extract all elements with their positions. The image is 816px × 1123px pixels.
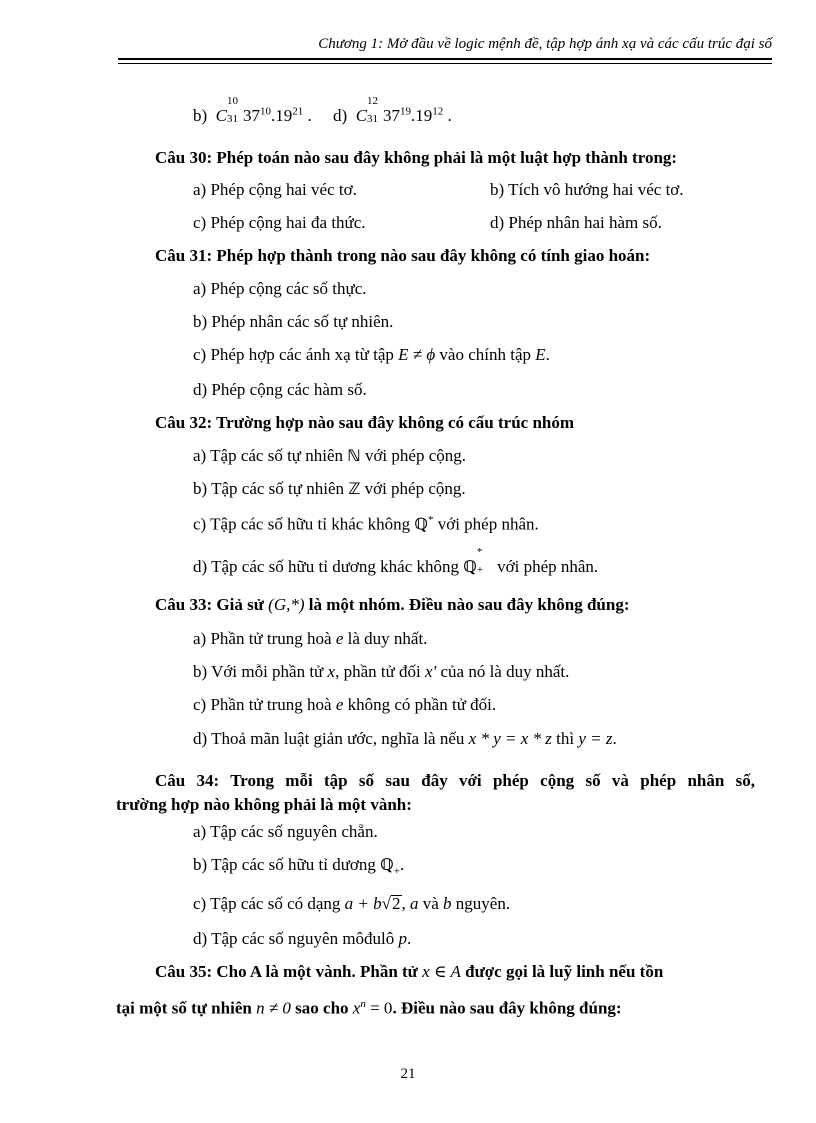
q33-option-d [193, 729, 617, 749]
q31-option-d: d) Phép cộng các hàm số. [193, 380, 367, 399]
q31c-math: E ≠ ϕ [398, 345, 436, 364]
q33-option-a [193, 629, 427, 649]
question-35-line2 [116, 998, 622, 1019]
option-b-binom-sub: 31 [227, 113, 239, 125]
q32d-text: d) Tập các số hữu tỉ dương khác không [193, 557, 464, 576]
q35-x: x [352, 998, 361, 1018]
q32b-text: b) Tập các số tự nhiên [193, 479, 349, 498]
integers-symbol: ℤ [348, 479, 361, 498]
q34-text-1: Câu 34: Trong mỗi tập số sau đây với phép cộng số và phép nhân số, [155, 771, 755, 790]
q33b-mid: , phần tử đối [335, 662, 426, 681]
q32a-text: a) Tập các số tự nhiên [193, 446, 348, 465]
q34d-text: d) Tập các số nguyên môđulô [193, 929, 399, 948]
q30-option-d: d) Phép nhân hai hàm số. [490, 213, 662, 232]
q35-mid-2: sao cho [290, 998, 353, 1018]
option-b-37-exp: 10 [260, 105, 272, 118]
option-d-label: d) [333, 106, 348, 125]
q33d-end: . [612, 729, 617, 748]
q32c-star: * [427, 514, 434, 526]
q34c-math: a + b [344, 894, 382, 913]
option-b-19: .19 [271, 106, 293, 125]
q32-option-c [193, 514, 539, 535]
option-d-end: . [447, 106, 452, 125]
q34b-end: . [399, 855, 405, 874]
q32d-star: * [476, 546, 483, 558]
q34c-b: b [443, 894, 452, 913]
q31-option-b: b) Phép nhân các số tự nhiên. [193, 312, 394, 331]
q34c-post: nguyên. [451, 894, 511, 913]
question-35-line1 [155, 962, 755, 982]
question-31: Câu 31: Phép hợp thành trong nào sau đây không có tính giao hoán: [155, 246, 651, 265]
q32d-indices [476, 546, 493, 576]
header-rule-thin [118, 63, 772, 64]
q33c-text: c) Phần tử trung hoà [193, 695, 336, 714]
q31c-set: E [535, 345, 546, 364]
naturals-symbol: ℕ [347, 446, 361, 465]
q33d-math2: y = z [578, 729, 613, 748]
option-d-37-exp: 19 [400, 105, 412, 118]
q31-option-a: a) Phép cộng các số thực. [193, 279, 367, 298]
page-number: 21 [400, 1066, 416, 1082]
q33-option-c [193, 695, 496, 715]
q33d-text: d) Thoả mãn luật giản ước, nghĩa là nếu [193, 729, 469, 748]
question-34-line2: trường hợp nào không phải là một vành: [116, 795, 412, 814]
q32b-post: với phép cộng. [360, 479, 466, 498]
q33a-text: a) Phần tử trung hoà [193, 629, 336, 648]
question-32: Câu 32: Trường hợp nào sau đây không có cấu trúc nhóm [155, 413, 575, 432]
q32-option-a [193, 446, 466, 466]
option-d-binom-indices [367, 95, 383, 125]
q35-text-2: tại một số tự nhiên [116, 998, 257, 1018]
q34d-end: . [407, 929, 412, 948]
q34c-text: c) Tập các số có dạng [193, 894, 345, 913]
q33b-text: b) Với mỗi phần tử [193, 662, 328, 681]
option-d-binom-sup: 12 [367, 95, 379, 107]
option-b-19-exp: 21 [292, 105, 304, 118]
q35-eq: = 0 [365, 998, 393, 1018]
q33b-post: của nó là duy nhất. [436, 662, 570, 681]
q33-option-b [193, 662, 569, 682]
sqrt-symbol: √ [381, 894, 391, 913]
q34b-text: b) Tập các số hữu tỉ dương [193, 855, 381, 874]
q34d-math: p [398, 929, 408, 948]
option-b-binom-indices [227, 95, 243, 125]
q34c-comma: , [401, 894, 410, 913]
q35-text-1: Câu 35: Cho A là một vành. Phần tử [155, 962, 423, 981]
q33-text: Câu 33: Giả sử [155, 595, 269, 614]
option-b-label: b) [193, 106, 208, 125]
option-d-19-exp: 12 [432, 105, 444, 118]
option-b-binom-sup: 10 [227, 95, 239, 107]
q30-option-b: b) Tích vô hướng hai véc tơ. [490, 180, 684, 199]
q33a-post: là duy nhất. [343, 629, 428, 648]
q35-math-1: x ∈ A [422, 962, 461, 981]
q33b-math2: x' [425, 662, 437, 681]
question-33 [155, 595, 630, 615]
q32-option-d [193, 546, 599, 577]
q34-option-a: a) Tập các số nguyên chẵn. [193, 822, 378, 841]
q34b-plus: + [393, 865, 400, 878]
option-d-binom-sub: 31 [367, 113, 379, 125]
q31c-mid: vào chính tập [439, 345, 536, 364]
q31-option-c [193, 345, 550, 365]
q34-option-b [193, 855, 404, 877]
q33a-math: e [335, 629, 344, 648]
rationals-symbol: ℚ [463, 557, 477, 576]
q34c-a: a [410, 894, 419, 913]
q34-option-c [193, 894, 510, 914]
q33c-math: e [335, 695, 344, 714]
q33c-post: không có phần tử đối. [343, 695, 497, 714]
q33-post: là một nhóm. Điều nào sau đây không đúng: [304, 595, 630, 614]
question-34-line1 [155, 771, 755, 791]
question-30: Câu 30: Phép toán nào sau đây không phải là một luật hợp thành trong: [155, 148, 678, 167]
q32-option-b [193, 479, 466, 499]
q29-options-bd [193, 95, 452, 126]
q30-option-a: a) Phép cộng hai véc tơ. [193, 180, 357, 199]
option-d-binom: C [355, 106, 368, 125]
option-b-37: 37 [243, 106, 261, 125]
q31c-end: . [545, 345, 550, 364]
q33-math: (G,*) [268, 595, 305, 614]
page-header: Chương 1: Mở đầu về logic mệnh đề, tập hợp ánh xạ và các cấu trúc đại số [318, 36, 772, 52]
q34-option-d [193, 929, 411, 949]
q31c-text: c) Phép hợp các ánh xạ từ tập [193, 345, 399, 364]
q32a-post: với phép cộng. [360, 446, 466, 465]
option-b-binom: C [215, 106, 228, 125]
rationals-symbol: ℚ [414, 514, 428, 534]
option-b-end: . [307, 106, 312, 125]
q34c-and: và [418, 894, 444, 913]
q32c-text: c) Tập các số hữu tỉ khác không [193, 514, 415, 534]
q32d-plus: + [476, 564, 484, 576]
q33d-mid: thì [551, 729, 579, 748]
q33b-math: x [327, 662, 336, 681]
q32c-post: với phép nhân. [433, 514, 539, 534]
q34c-radicand: 2 [392, 894, 401, 913]
q35-post-2: . Điều nào sau đây không đúng: [392, 998, 622, 1018]
q35-post-1: được gọi là luỹ linh nếu tồn [460, 962, 664, 981]
q35-math-2: n ≠ 0 [256, 998, 291, 1018]
rationals-symbol: ℚ [380, 855, 394, 874]
q30-option-c: c) Phép cộng hai đa thức. [193, 213, 366, 232]
q33d-math: x * y = x * z [468, 729, 552, 748]
q32d-post: với phép nhân. [492, 557, 599, 576]
option-d-37: 37 [383, 106, 401, 125]
q35-n: n [360, 998, 366, 1010]
header-rule-thick [118, 58, 772, 60]
option-d-19: .19 [411, 106, 433, 125]
